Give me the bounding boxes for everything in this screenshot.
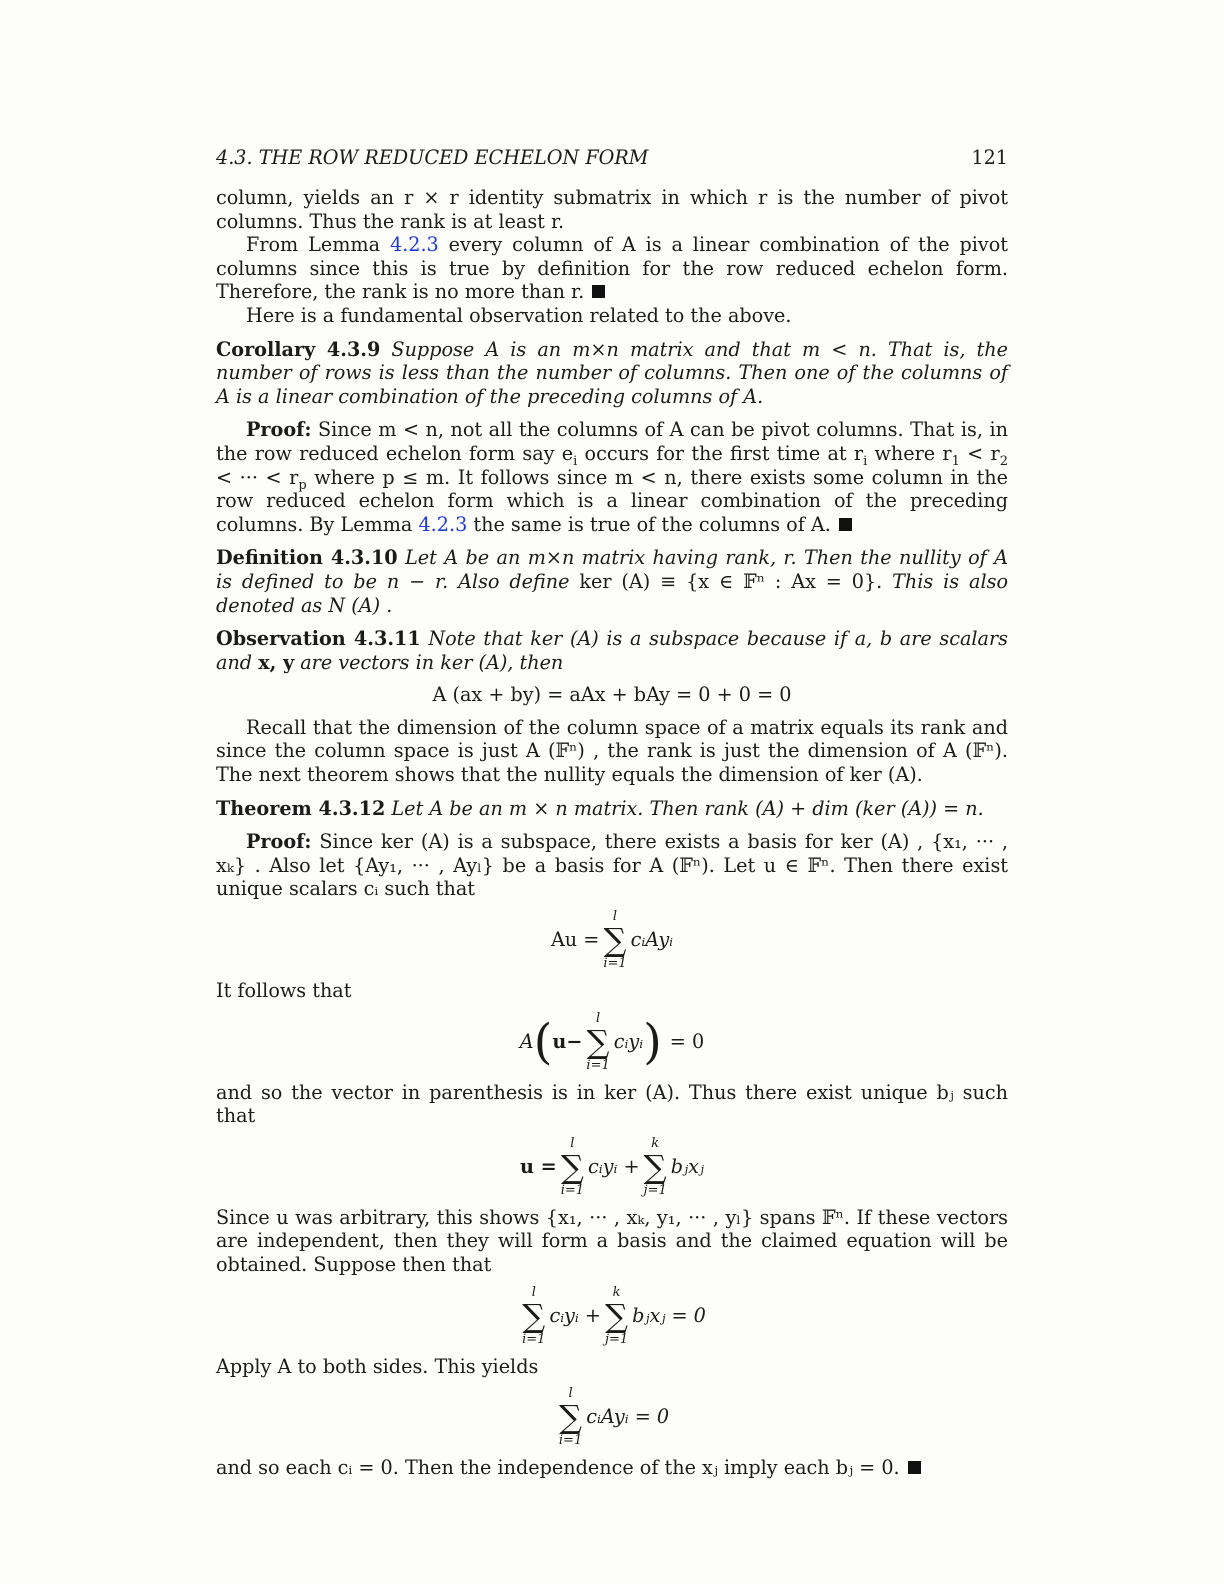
summation-icon: k ∑ j=1 (604, 1284, 629, 1347)
equation: A (ax + by) = aAx + bAy = 0 + 0 = 0 (432, 683, 792, 707)
lemma-link[interactable]: 4.2.3 (418, 512, 468, 536)
paragraph: From Lemma 4.2.3 every column of A is a linear combination of the pivot columns since this is true by definition for the row reduced echelon form. Therefore, the rank is no more than r. (216, 233, 1009, 304)
page-body (216, 146, 1008, 1480)
corollary (216, 338, 1008, 409)
proof-label: Proof: (246, 418, 312, 442)
proof: Proof: Since ker (A) is a subspace, there exists a basis for ker (A) , {x₁, ··· , xₖ} . Also let {Ay₁, ··· , Ayₗ} be a basis for A (𝔽ⁿ). Let u ∈ 𝔽ⁿ. Then there exist unique scalars cᵢ such that (216, 830, 1008, 901)
summation-icon: l ∑ i=1 (560, 1135, 585, 1198)
summation-icon: k ∑ j=1 (643, 1135, 667, 1198)
right-paren-icon: ) (643, 1013, 662, 1070)
observation-label: Observation 4.3.11 (216, 627, 421, 651)
lemma-link[interactable]: 4.2.3 (389, 233, 439, 257)
definition-label: Definition 4.3.10 (216, 546, 398, 570)
kernel-definition: ker (A) ≡ {x ∈ 𝔽ⁿ : Ax = 0} (579, 569, 877, 593)
theorem-label: Theorem 4.3.12 (216, 796, 386, 820)
qed-icon (592, 285, 605, 298)
equation: u = l ∑ i=1 cᵢyᵢ + k ∑ j=1 bⱼxⱼ (520, 1135, 704, 1198)
paragraph: and so the vector in parenthesis is in ker (A). Thus there exist unique bⱼ such that (216, 1080, 1008, 1128)
qed-icon (839, 518, 852, 531)
qed-icon (908, 1461, 921, 1474)
summation-icon: l ∑ i=1 (603, 909, 627, 972)
equation: l ∑ i=1 cᵢyᵢ + k ∑ j=1 bⱼxⱼ = 0 (522, 1284, 706, 1347)
corollary-text: Suppose A is an m×n matrix and that m < n. That is, the number of rows is less than the number of columns. Then one of the columns of A is a linear combination of the preceding columns of A. (216, 337, 1008, 408)
paragraph: Apply A to both sides. This yields (216, 1354, 539, 1378)
paragraph: and so each cᵢ = 0. Then the independence of the xⱼ imply each bⱼ = 0. (216, 1456, 1008, 1480)
equation: Au = l ∑ i=1 cᵢAyᵢ (550, 909, 674, 972)
section-title: 4.3. THE ROW REDUCED ECHELON FORM (216, 146, 649, 169)
summation-icon: l ∑ i=1 (586, 1010, 610, 1073)
corollary-label: Corollary 4.3.9 (216, 337, 381, 361)
running-header (216, 146, 1008, 186)
observation: Observation 4.3.11 Note that ker (A) is a subspace because if a, b are scalars and x, y are vectors in ker (A), then (216, 627, 1008, 674)
paragraph: It follows that (216, 979, 352, 1003)
paragraph: column, yields an r × r identity submatrix in which r is the number of pivot columns. Thus the rank is at least r. (216, 186, 1008, 233)
paragraph: Since u was arbitrary, this shows {x₁, ··· , xₖ, y₁, ··· , yₗ} spans 𝔽ⁿ. If these vectors are independent, then they will form a basis and the claimed equation will be obtained. Suppose then that (216, 1205, 1008, 1276)
left-paren-icon: ( (533, 1013, 553, 1070)
page-number: 121 (971, 146, 1008, 169)
theorem (216, 797, 1008, 821)
proof-label: Proof: (246, 830, 312, 854)
equation: l ∑ i=1 cᵢAyᵢ = 0 (558, 1386, 670, 1449)
paragraph: Here is a fundamental observation related to the above. (246, 303, 792, 327)
paragraph: Recall that the dimension of the column space of a matrix equals its rank and since the column space is just A (𝔽ⁿ) , the rank is just the dimension of A (𝔽ⁿ). The next theorem shows that the nullity equals the dimension of ker (A). (216, 715, 1008, 787)
summation-icon: l ∑ i=1 (558, 1386, 583, 1449)
equation: A ( u− l ∑ i=1 cᵢyᵢ ) = 0 (519, 1010, 705, 1073)
theorem-text: Let A be an m × n matrix. Then rank (A) + dim (ker (A)) = n. (391, 796, 984, 820)
proof: Proof: Since m < n, not all the columns of A can be pivot columns. That is, in the row reduced echelon form say $e_i$ occurs for the first time at $r_i$ where $r_1 < r_2$ < ··· < $r_p$ where p ≤ m. It follows since m < n, there exists some column in the row reduced echelon form which is a linear combination of the preceding columns. By Lemma 4.2.3 the same is true of the columns of A. (216, 418, 1008, 536)
summation-icon: l ∑ i=1 (522, 1284, 546, 1347)
definition: Definition 4.3.10 Let A be an m×n matrix having rank, r. Then the nullity of A is defined to be n − r. Also define ker (A) ≡ {x ∈ 𝔽ⁿ : Ax = 0}. This is also denoted as N (A) . (216, 546, 1008, 617)
